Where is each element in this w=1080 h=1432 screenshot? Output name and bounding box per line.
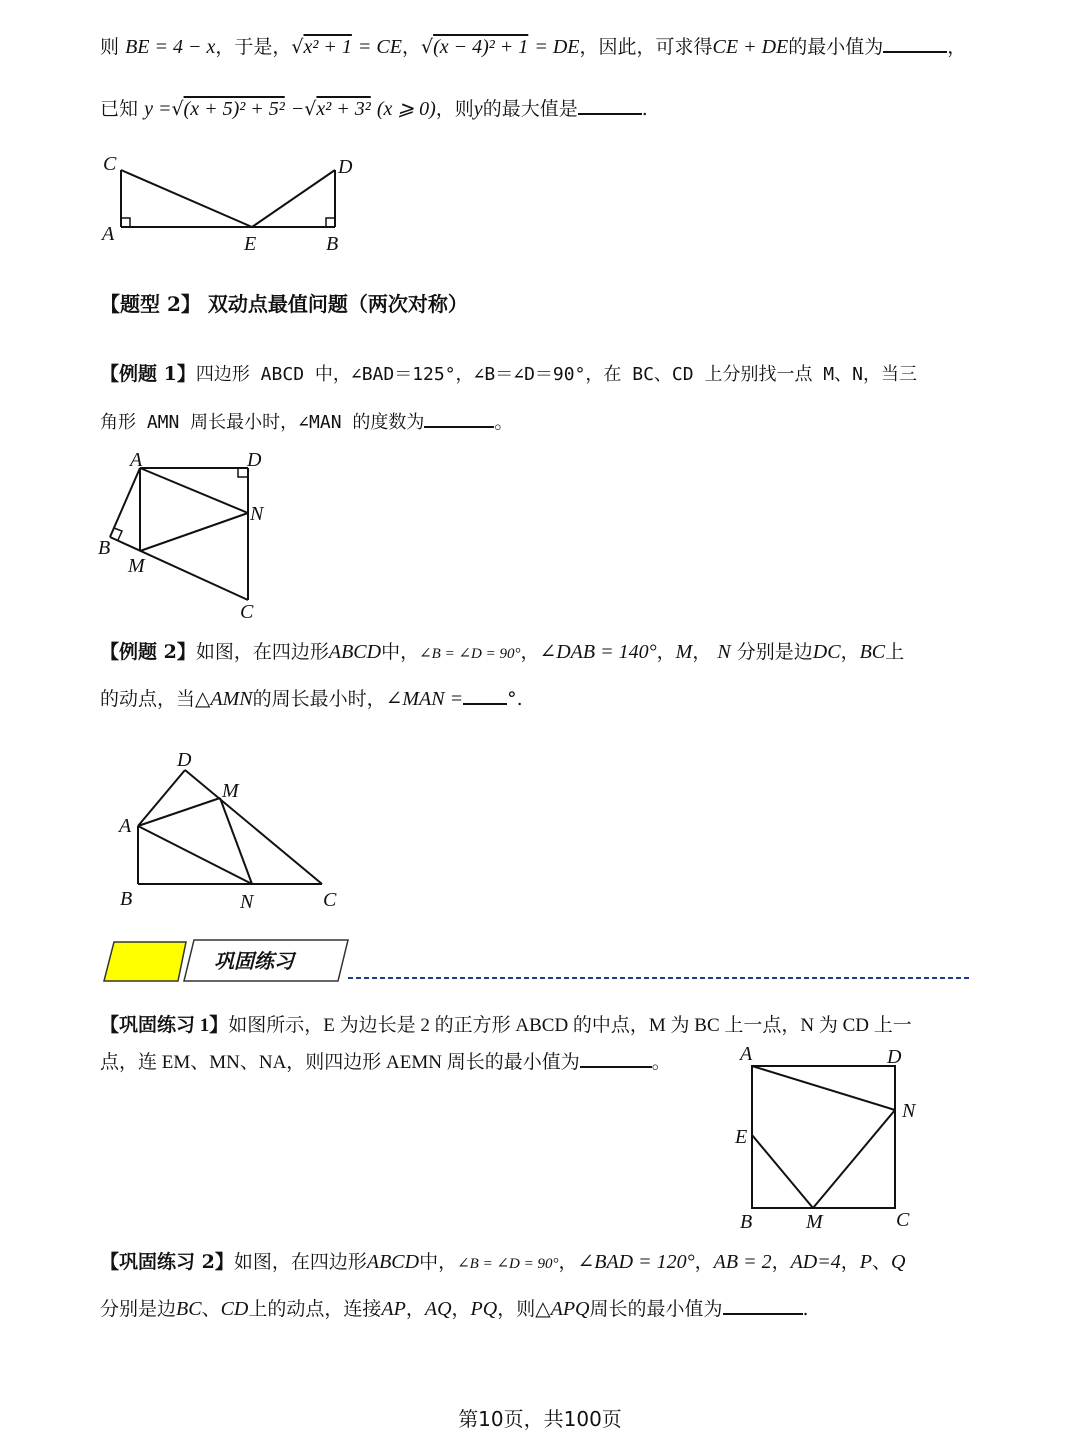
label-m: M — [806, 1211, 823, 1233]
text: ，则 — [497, 1298, 536, 1320]
page-footer: 第10页，共100页 — [458, 1407, 622, 1431]
text: ， — [401, 36, 421, 58]
math-ce-de: CE + DE — [712, 36, 789, 58]
math-angles: ∠B = ∠D = 90° — [457, 1256, 559, 1272]
math-be: BE = 4 − x — [125, 36, 216, 58]
math-minus: − — [290, 98, 305, 120]
math-m: M — [675, 641, 693, 663]
section-title: 【题型 2】 双动点最值问题（两次对称） — [100, 292, 468, 316]
practice-2-line-2 — [100, 1295, 809, 1323]
math-bc: BC — [176, 1298, 202, 1320]
text: ， — [558, 1251, 578, 1273]
text: ， — [451, 1298, 471, 1320]
text: 如图，在四边形 — [233, 1251, 367, 1273]
example-label: 【例题 1】 — [100, 363, 196, 385]
top-line-2: 已知 y =√(x + 5)² + 5² −√x² + 3² (x ⩾ 0)，则y的最大值是 . — [100, 95, 648, 123]
math-cond: (x ⩾ 0) — [376, 98, 436, 120]
label-d: D — [887, 1046, 902, 1068]
math-bc: BC — [859, 641, 886, 663]
label-a: A — [740, 1043, 753, 1065]
text: ，于是， — [215, 36, 292, 58]
math-triangle: △APQ — [535, 1298, 590, 1320]
label-e: E — [244, 233, 257, 255]
top-line-1: 则 BE = 4 − x，于是，√x² + 1 = CE，√(x − 4)² + 1 = DE，因此，可求得CE + DE的最小值为 ， — [100, 33, 966, 61]
math-triangle: △AMN — [195, 688, 253, 710]
sqrt-expr-1: x² + 1 — [303, 36, 352, 58]
label-m: M — [128, 555, 145, 577]
label-b: B — [740, 1211, 753, 1233]
text: °. — [507, 688, 523, 710]
practice-2-line-1 — [100, 1248, 905, 1278]
label-d: D — [338, 156, 353, 178]
text: ， — [405, 1298, 425, 1320]
math-ad: AD=4 — [790, 1251, 841, 1273]
text: 中， — [381, 641, 420, 663]
practice-label: 【巩固练习 1】 — [100, 1015, 229, 1036]
math-p: P — [859, 1251, 872, 1273]
text: ， — [656, 641, 676, 663]
practice-label: 【巩固练习 2】 — [100, 1251, 234, 1273]
segment-me — [752, 1135, 813, 1208]
text: 已知 — [100, 98, 139, 120]
math-ap: AP — [381, 1298, 406, 1320]
label-b: B — [98, 537, 111, 559]
math-abcd: ABCD — [366, 1251, 420, 1273]
text: 上的动点，连接 — [248, 1298, 382, 1320]
sqrt-expr-3: (x + 5)² + 5² — [183, 98, 285, 120]
text: 的动点，当 — [100, 688, 196, 710]
math-man: ∠MAN = — [385, 688, 464, 710]
math-angles: ∠B = ∠D = 90° — [419, 646, 521, 662]
math-dc: DC — [812, 641, 841, 663]
math-q: Q — [891, 1251, 906, 1273]
practice-1-text-2: 点，连 EM、MN、NA，则四边形 AEMN 周长的最小值为 — [100, 1052, 580, 1073]
text: 分别是边 — [100, 1298, 177, 1320]
math-cd: CD — [220, 1298, 249, 1320]
text: 的最小值为 — [788, 36, 884, 58]
math-y: y = — [144, 98, 172, 120]
text: ， — [520, 641, 540, 663]
label-d: D — [177, 749, 192, 771]
math-aq: AQ — [424, 1298, 452, 1320]
math-eq-ce: = CE — [357, 36, 402, 58]
label-n: N — [240, 891, 254, 913]
text: . — [641, 98, 648, 120]
label-b: B — [326, 233, 339, 255]
banner-title: 巩固练习 — [214, 951, 294, 973]
label-c: C — [103, 153, 117, 175]
text: 则 — [100, 36, 120, 58]
segment-an — [752, 1066, 895, 1110]
label-m: M — [222, 780, 239, 802]
text: 的周长最小时， — [252, 688, 386, 710]
text: ， — [694, 1251, 714, 1273]
math-dab: ∠DAB = 140° — [539, 641, 657, 663]
label-n: N — [250, 503, 264, 525]
label-c: C — [240, 601, 254, 623]
label-d: D — [247, 449, 262, 471]
text: 。 — [651, 1052, 671, 1073]
math-eq-de: = DE — [534, 36, 580, 58]
text: ， — [840, 641, 860, 663]
text: ，因此，可求得 — [579, 36, 713, 58]
label-e: E — [735, 1126, 748, 1148]
sqrt-expr-2: (x − 4)² + 1 — [433, 36, 529, 58]
example-1-text: 四边形 ABCD 中，∠BAD＝125°，∠B＝∠D＝90°，在 BC、CD 上分别找一点 M、N，当三 — [195, 364, 917, 385]
text: 上 — [885, 641, 905, 663]
text: ， — [771, 1251, 791, 1273]
text: 中， — [419, 1251, 458, 1273]
text: 、 — [871, 1251, 891, 1273]
segment-nm — [813, 1110, 895, 1208]
text: 、 — [201, 1298, 221, 1320]
label-n: N — [902, 1100, 916, 1122]
practice-1-text: 如图所示，E 为边长是 2 的正方形 ABCD 的中点，M 为 BC 上一点，N 为 CD 上一 — [228, 1015, 912, 1036]
text: 分别是边 — [736, 641, 813, 663]
math-pq: PQ — [470, 1298, 498, 1320]
text: 的最大值是 — [482, 98, 578, 120]
math-n: N — [717, 641, 731, 663]
label-a: A — [102, 223, 115, 245]
text: 周长的最小值为 — [589, 1298, 723, 1320]
text: 如图，在四边形 — [195, 641, 329, 663]
answer-blank — [723, 1295, 803, 1315]
math-y-var: y — [473, 98, 483, 120]
label-a: A — [119, 815, 132, 837]
math-abcd: ABCD — [328, 641, 382, 663]
text: . — [802, 1298, 809, 1320]
sqrt-expr-4: x² + 3² — [316, 98, 371, 120]
math-bad: ∠BAD = 120° — [577, 1251, 695, 1273]
example-1-text-2: 角形 AMN 周长最小时，∠MAN 的度数为 — [100, 412, 425, 433]
text: ， — [947, 36, 967, 58]
label-c: C — [896, 1209, 910, 1231]
text: 。 — [494, 411, 514, 433]
math-ab: AB = 2 — [713, 1251, 772, 1273]
text: ，则 — [435, 98, 474, 120]
text: ， — [840, 1251, 860, 1273]
example-label: 【例题 2】 — [100, 641, 196, 663]
label-a: A — [130, 449, 143, 471]
text: ， — [692, 641, 712, 663]
label-c: C — [323, 889, 337, 911]
label-b: B — [120, 888, 133, 910]
